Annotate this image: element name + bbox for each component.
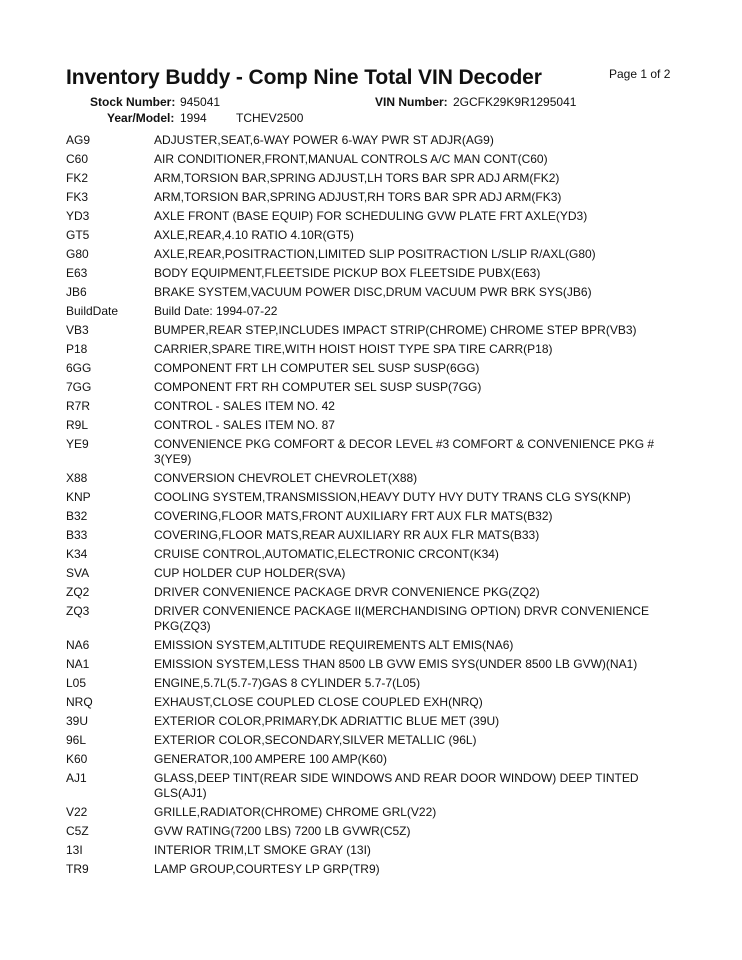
stock-number-label: Stock Number:: [90, 95, 176, 109]
option-row: [66, 152, 676, 167]
option-code: R7R: [66, 399, 91, 413]
option-row: [66, 566, 676, 581]
option-code: K34: [66, 547, 88, 561]
page-title: Inventory Buddy - Comp Nine Total VIN Decoder: [66, 66, 542, 89]
option-description: BUMPER,REAR STEP,INCLUDES IMPACT STRIP(CHROME) CHROME STEP BPR(VB3): [154, 323, 637, 337]
option-description: AXLE,REAR,POSITRACTION,LIMITED SLIP POSITRACTION L/SLIP R/AXL(G80): [154, 247, 596, 261]
option-row: [66, 323, 676, 338]
option-code: X88: [66, 471, 88, 485]
option-code: NRQ: [66, 695, 93, 709]
option-description: GRILLE,RADIATOR(CHROME) CHROME GRL(V22): [154, 805, 437, 819]
option-description: ADJUSTER,SEAT,6-WAY POWER 6-WAY PWR ST ADJR(AG9): [154, 133, 494, 147]
option-row: [66, 509, 676, 524]
option-row: [66, 824, 676, 839]
option-row: [66, 190, 676, 205]
option-row: [66, 471, 676, 486]
option-description: LAMP GROUP,COURTESY LP GRP(TR9): [154, 862, 380, 876]
option-code: BuildDate: [66, 304, 119, 318]
option-description: COMPONENT FRT RH COMPUTER SEL SUSP SUSP(7GG): [154, 380, 482, 394]
option-description: COVERING,FLOOR MATS,REAR AUXILIARY RR AUX FLR MATS(B33): [154, 528, 540, 542]
option-code: 13I: [66, 843, 83, 857]
option-row: [66, 171, 676, 186]
option-description: INTERIOR TRIM,LT SMOKE GRAY (13I): [154, 843, 371, 857]
option-row: [66, 733, 676, 748]
option-description: EMISSION SYSTEM,LESS THAN 8500 LB GVW EMIS SYS(UNDER 8500 LB GVW)(NA1): [154, 657, 638, 671]
option-description: CONVERSION CHEVROLET CHEVROLET(X88): [154, 471, 418, 485]
option-row: [66, 285, 676, 300]
option-code: GT5: [66, 228, 90, 242]
option-description: Build Date: 1994-07-22: [154, 304, 278, 318]
option-code: C60: [66, 152, 89, 166]
option-description: GLASS,DEEP TINT(REAR SIDE WINDOWS AND REAR DOOR WINDOW) DEEP TINTED GLS(AJ1): [154, 771, 639, 800]
option-code: 96L: [66, 733, 87, 747]
option-code: VB3: [66, 323, 89, 337]
option-code: G80: [66, 247, 89, 261]
option-description: CARRIER,SPARE TIRE,WITH HOIST HOIST TYPE SPA TIRE CARR(P18): [154, 342, 553, 356]
option-description: BODY EQUIPMENT,FLEETSIDE PICKUP BOX FLEETSIDE PUBX(E63): [154, 266, 541, 280]
option-row: [66, 862, 676, 877]
option-description: CONVENIENCE PKG COMFORT & DECOR LEVEL #3 COMFORT & CONVENIENCE PKG # 3(YE9): [154, 437, 655, 466]
option-code: AJ1: [66, 771, 87, 785]
option-row: [66, 676, 676, 691]
option-row: [66, 342, 676, 357]
option-code: JB6: [66, 285, 87, 299]
option-code: 39U: [66, 714, 89, 728]
option-row: [66, 638, 676, 653]
option-code: L05: [66, 676, 87, 690]
option-description: AXLE FRONT (BASE EQUIP) FOR SCHEDULING GVW PLATE FRT AXLE(YD3): [154, 209, 588, 223]
option-row: [66, 771, 676, 801]
option-row: [66, 695, 676, 710]
option-row: [66, 714, 676, 729]
option-row: [66, 380, 676, 395]
option-description: GENERATOR,100 AMPERE 100 AMP(K60): [154, 752, 387, 766]
option-description: CONTROL - SALES ITEM NO. 42: [154, 399, 335, 413]
option-code: V22: [66, 805, 88, 819]
option-row: [66, 228, 676, 243]
option-code: TR9: [66, 862, 89, 876]
option-code: ZQ3: [66, 604, 90, 618]
option-code: E63: [66, 266, 88, 280]
option-row: [66, 805, 676, 820]
option-description: CONTROL - SALES ITEM NO. 87: [154, 418, 335, 432]
option-code: B33: [66, 528, 88, 542]
option-code: FK2: [66, 171, 89, 185]
option-row: [66, 209, 676, 224]
option-description: AXLE,REAR,4.10 RATIO 4.10R(GT5): [154, 228, 354, 242]
option-description: DRIVER CONVENIENCE PACKAGE DRVR CONVENIENCE PKG(ZQ2): [154, 585, 540, 599]
option-description: COOLING SYSTEM,TRANSMISSION,HEAVY DUTY HVY DUTY TRANS CLG SYS(KNP): [154, 490, 631, 504]
option-description: COVERING,FLOOR MATS,FRONT AUXILIARY FRT AUX FLR MATS(B32): [154, 509, 553, 523]
option-row: [66, 247, 676, 262]
option-list: [66, 133, 676, 881]
option-row: [66, 585, 676, 600]
option-code: NA1: [66, 657, 90, 671]
option-description: ARM,TORSION BAR,SPRING ADJUST,RH TORS BAR SPR ADJ ARM(FK3): [154, 190, 562, 204]
option-code: B32: [66, 509, 88, 523]
option-row: [66, 528, 676, 543]
option-row: [66, 361, 676, 376]
option-row: [66, 752, 676, 767]
option-description: EMISSION SYSTEM,ALTITUDE REQUIREMENTS ALT EMIS(NA6): [154, 638, 514, 652]
year-model-label: Year/Model:: [107, 111, 175, 125]
option-row: [66, 657, 676, 672]
option-row: [66, 437, 676, 467]
year-value: 1994: [180, 111, 207, 125]
vin-number-label: VIN Number:: [375, 95, 448, 109]
option-code: AG9: [66, 133, 91, 147]
option-code: C5Z: [66, 824, 89, 838]
option-code: YE9: [66, 437, 89, 451]
option-row: [66, 133, 676, 148]
option-row: [66, 304, 676, 319]
option-description: CUP HOLDER CUP HOLDER(SVA): [154, 566, 346, 580]
stock-number-value: 945041: [180, 95, 221, 109]
option-code: 7GG: [66, 380, 92, 394]
option-code: ZQ2: [66, 585, 90, 599]
option-description: DRIVER CONVENIENCE PACKAGE II(MERCHANDISING OPTION) DRVR CONVENIENCE PKG(ZQ3): [154, 604, 649, 633]
option-code: KNP: [66, 490, 91, 504]
option-code: K60: [66, 752, 88, 766]
option-description: EXTERIOR COLOR,SECONDARY,SILVER METALLIC (96L): [154, 733, 477, 747]
option-code: R9L: [66, 418, 89, 432]
option-row: [66, 266, 676, 281]
option-description: AIR CONDITIONER,FRONT,MANUAL CONTROLS A/C MAN CONT(C60): [154, 152, 548, 166]
option-description: CRUISE CONTROL,AUTOMATIC,ELECTRONIC CRCONT(K34): [154, 547, 499, 561]
option-row: [66, 399, 676, 414]
option-description: EXHAUST,CLOSE COUPLED CLOSE COUPLED EXH(NRQ): [154, 695, 483, 709]
option-code: YD3: [66, 209, 90, 223]
option-code: FK3: [66, 190, 89, 204]
option-row: [66, 418, 676, 433]
option-code: NA6: [66, 638, 90, 652]
model-value: TCHEV2500: [236, 111, 304, 125]
option-code: P18: [66, 342, 88, 356]
option-code: 6GG: [66, 361, 92, 375]
option-code: SVA: [66, 566, 90, 580]
option-description: BRAKE SYSTEM,VACUUM POWER DISC,DRUM VACUUM PWR BRK SYS(JB6): [154, 285, 592, 299]
vin-number-value: 2GCFK29K9R1295041: [453, 95, 577, 109]
page-number: Page 1 of 2: [609, 67, 671, 81]
option-description: EXTERIOR COLOR,PRIMARY,DK ADRIATTIC BLUE MET (39U): [154, 714, 500, 728]
option-description: COMPONENT FRT LH COMPUTER SEL SUSP SUSP(6GG): [154, 361, 480, 375]
option-description: GVW RATING(7200 LBS) 7200 LB GVWR(C5Z): [154, 824, 411, 838]
option-row: [66, 604, 676, 634]
option-description: ARM,TORSION BAR,SPRING ADJUST,LH TORS BAR SPR ADJ ARM(FK2): [154, 171, 560, 185]
option-row: [66, 490, 676, 505]
option-row: [66, 843, 676, 858]
option-row: [66, 547, 676, 562]
option-description: ENGINE,5.7L(5.7-7)GAS 8 CYLINDER 5.7-7(L05): [154, 676, 421, 690]
